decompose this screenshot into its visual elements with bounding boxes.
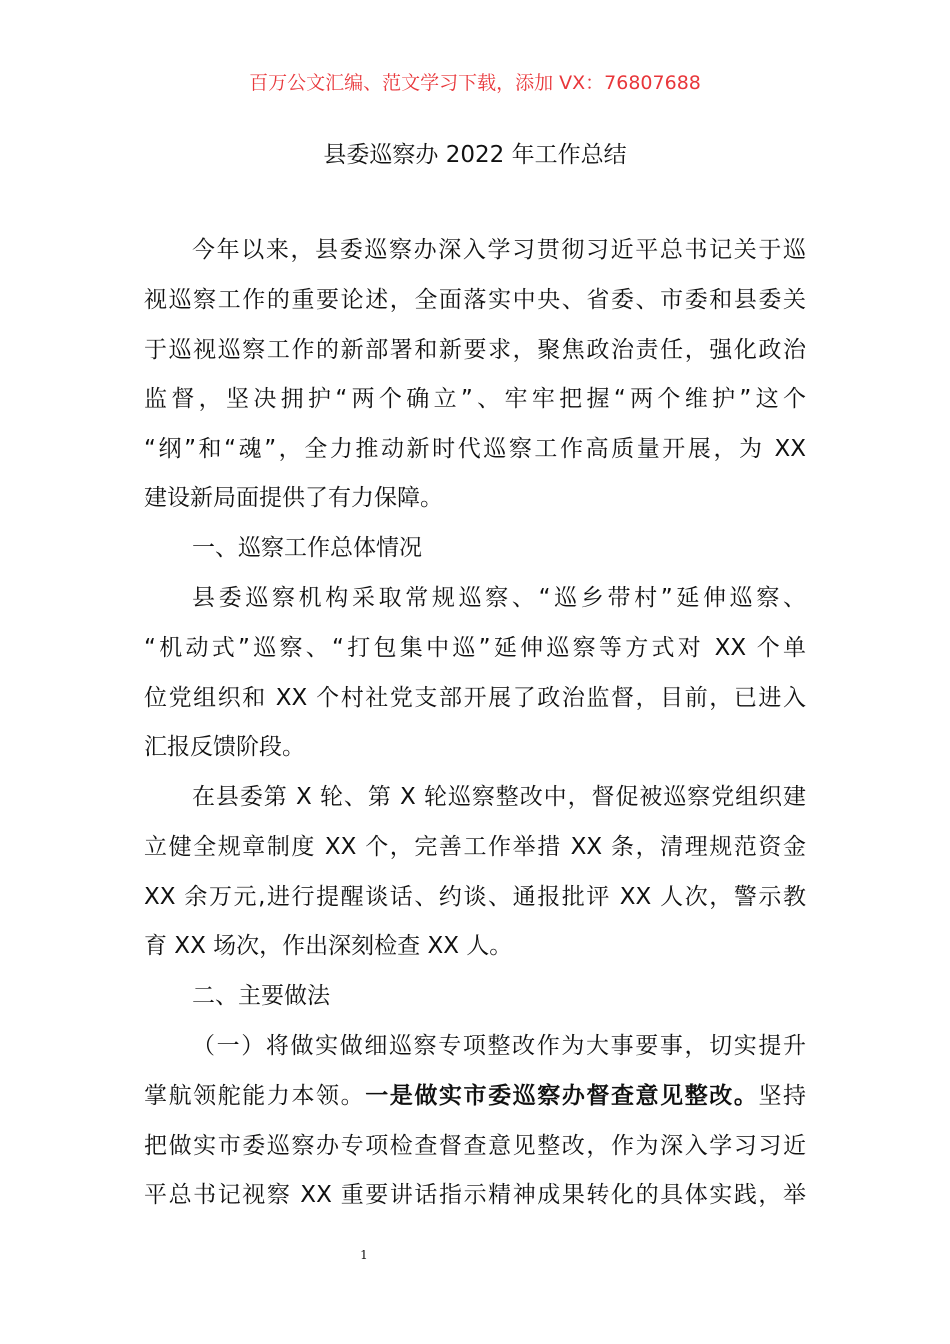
section-heading-2: 二、主要做法 <box>192 983 330 1009</box>
body-line: 县委巡察机构采取常规巡察、“巡乡带村”延伸巡察、 <box>192 585 806 611</box>
body-line-mixed <box>144 1081 806 1111</box>
body-line: 监督，坚决拥护“两个确立”、牢牢把握“两个维护”这个 <box>144 386 806 412</box>
bold-key-point: 一是做实市委巡察办督查意见整改。 <box>365 1083 759 1109</box>
body-line: “机动式”巡察、“打包集中巡”延伸巡察等方式对 XX 个单 <box>144 635 806 661</box>
body-line: 建设新局面提供了有力保障。 <box>144 485 443 511</box>
body-line: 育 XX 场次，作出深刻检查 XX 人。 <box>144 933 513 959</box>
watermark-header-note: 百万公文汇编、范文学习下载，添加 VX：76807688 <box>249 72 701 94</box>
body-line: 把做实市委巡察办专项检查督查意见整改，作为深入学习习近 <box>144 1133 806 1159</box>
section-heading-1: 一、巡察工作总体情况 <box>192 535 422 561</box>
body-line: 汇报反馈阶段。 <box>144 734 305 760</box>
body-line: 视巡察工作的重要论述，全面落实中央、省委、市委和县委关 <box>144 287 806 313</box>
body-text: 掌航领舵能力本领。 <box>144 1083 366 1109</box>
document-title: 县委巡察办 2022 年工作总结 <box>323 142 627 168</box>
page-number: 1 <box>360 1248 368 1262</box>
body-line: 在县委第 X 轮、第 X 轮巡察整改中，督促被巡察党组织建 <box>192 784 806 810</box>
body-line: 平总书记视察 XX 重要讲话指示精神成果转化的具体实践，举 <box>144 1182 806 1208</box>
body-line: 立健全规章制度 XX 个，完善工作举措 XX 条，清理规范资金 <box>144 834 806 860</box>
body-line: XX 余万元,进行提醒谈话、约谈、通报批评 XX 人次，警示教 <box>144 884 806 910</box>
body-line: “纲”和“魂”，全力推动新时代巡察工作高质量开展，为 XX <box>144 436 806 462</box>
subsection-heading: （一）将做实做细巡察专项整改作为大事要事，切实提升 <box>192 1033 806 1059</box>
body-line: 位党组织和 XX 个村社党支部开展了政治监督，目前，已进入 <box>144 685 806 711</box>
body-line: 今年以来，县委巡察办深入学习贯彻习近平总书记关于巡 <box>192 237 806 263</box>
body-line: 于巡视巡察工作的新部署和新要求，聚焦政治责任，强化政治 <box>144 337 806 363</box>
body-text: 坚持 <box>758 1083 807 1109</box>
